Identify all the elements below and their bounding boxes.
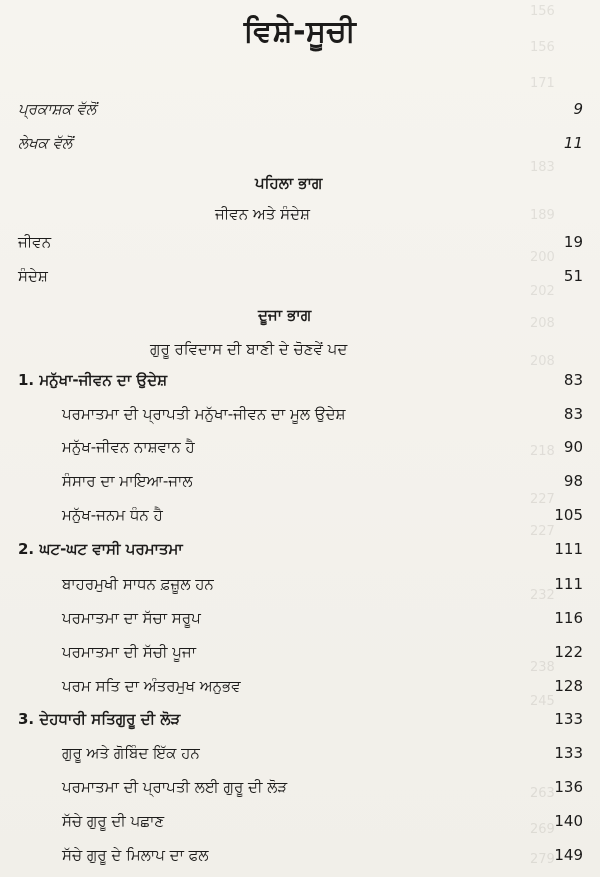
toc-entry-page: 128: [554, 677, 583, 695]
toc-section-page: 111: [554, 540, 583, 558]
toc-entry-label: ਜੀਵਨ: [18, 233, 52, 251]
toc-entry-life[interactable]: [18, 233, 583, 255]
toc-entry-label: ਗੁਰੂ ਅਤੇ ਗੋਬਿੰਦ ਇੱਕ ਹਨ: [62, 744, 200, 762]
toc-entry-page: 51: [563, 267, 583, 285]
toc-entry[interactable]: [62, 438, 583, 460]
toc-section-label: 3. ਦੇਹਧਾਰੀ ਸਤਿਗੁਰੂ ਦੀ ਲੋੜ: [18, 710, 181, 728]
toc-entry[interactable]: [62, 575, 583, 597]
toc-entry[interactable]: [62, 472, 583, 494]
toc-entry[interactable]: [62, 609, 583, 631]
toc-entry-label: ਬਾਹਰਮੁਖੀ ਸਾਧਨ ਫ਼ਜ਼ੂਲ ਹਨ: [62, 575, 214, 593]
toc-entry[interactable]: [62, 405, 583, 427]
toc-entry-label: ਲੇਖਕ ਵੱਲੋਂ: [18, 134, 73, 152]
toc-entry-page: 136: [554, 778, 583, 796]
part-one-subtitle: ਜੀਵਨ ਅਤੇ ਸੰਦੇਸ਼: [215, 205, 311, 223]
toc-section-label: 1. ਮਨੁੱਖਾ-ਜੀਵਨ ਦਾ ਉਦੇਸ਼: [18, 371, 168, 389]
toc-entry-label: ਪ੍ਰਕਾਸ਼ਕ ਵੱਲੋਂ: [18, 100, 97, 118]
toc-entry[interactable]: [62, 643, 583, 665]
toc-entry-label: ਪਰਮ ਸਤਿ ਦਾ ਅੰਤਰਮੁਖ ਅਨੁਭਵ: [62, 677, 241, 695]
book-page: 156 156 171 183 189 200 202 208 208 218 227 227 232 238 245 263 269 279 ਵਿਸ਼ੇ-ਸੂਚੀ ਪ੍ਰਕਾਸ਼ਕ ਵੱਲੋਂ 9 ਲੇਖਕ ਵੱਲੋਂ 11 ਪਹਿਲਾ ਭਾਗ ਜੀਵਨ ਅਤੇ ਸੰਦੇਸ਼ ਜੀਵਨ 19 ਸੰਦੇਸ਼ 51 ਦੂਜਾ ਭਾਗ ਗੁਰੂ ਰਵਿਦਾਸ ਦੀ ਬਾਣੀ ਦੇ ਚੋਣਵੇਂ ਪਦ 1. ਮਨੁੱਖਾ-ਜੀਵਨ ਦਾ ਉਦੇਸ਼ 83 ਪਰਮਾਤਮਾ ਦੀ ਪ੍ਰਾਪਤੀ ਮਨੁੱਖਾ-ਜੀਵਨ ਦਾ ਮੂਲ ਉਦੇਸ਼ 83 ਮਨੁੱਖ-ਜੀਵਨ ਨਾਸ਼ਵਾਨ ਹੈ 90 ਸੰਸਾਰ ਦਾ ਮਾਇਆ-ਜਾਲ 98 ਮਨੁੱਖ-ਜਨਮ ਧੰਨ ਹੈ 105 2. ਘਟ-ਘਟ ਵਾਸੀ ਪਰਮਾਤਮਾ 111 ਬਾਹਰਮੁਖੀ ਸਾਧਨ ਫ਼ਜ਼ੂਲ ਹਨ 111 ਪਰਮਾਤਮਾ ਦਾ ਸੱਚਾ ਸਰੂਪ 116 ਪਰਮਾਤਮਾ ਦੀ ਸੱਚੀ ਪੂਜਾ 122 ਪਰਮ ਸਤਿ ਦਾ ਅੰਤਰਮੁਖ ਅਨੁਭਵ 128 3. ਦੇਹਧਾਰੀ ਸਤਿਗੁਰੂ ਦੀ ਲੋੜ 133 ਗੁਰੂ ਅਤੇ ਗੋਬਿੰਦ ਇੱਕ ਹਨ 133 ਪਰਮਾਤਮਾ ਦੀ ਪ੍ਰਾਪਤੀ ਲਈ ਗੁਰੂ ਦੀ ਲੋੜ 136 ਸੱਚੇ ਗੁਰੂ ਦੀ ਪਛਾਣ 140 ਸੱਚੇ ਗੁਰੂ ਦੇ ਮਿਲਾਪ ਦਾ ਫਲ 149: [0, 0, 600, 877]
toc-entry-label: ਮਨੁੱਖ-ਜੀਵਨ ਨਾਸ਼ਵਾਨ ਹੈ: [62, 438, 195, 456]
toc-entry-label: ਸੰਦੇਸ਼: [18, 267, 48, 285]
toc-entry-page: 105: [554, 506, 583, 524]
toc-entry-label: ਪਰਮਾਤਮਾ ਦੀ ਸੱਚੀ ਪੂਜਾ: [62, 643, 197, 661]
toc-entry[interactable]: [62, 846, 583, 868]
toc-entry[interactable]: [62, 677, 583, 699]
toc-entry[interactable]: [62, 778, 583, 800]
toc-entry-label: ਪਰਮਾਤਮਾ ਦੀ ਪ੍ਰਾਪਤੀ ਲਈ ਗੁਰੂ ਦੀ ਲੋੜ: [62, 778, 288, 796]
toc-section-3[interactable]: [18, 710, 583, 732]
toc-entry-page: 98: [563, 472, 583, 490]
toc-entry-message[interactable]: [18, 267, 583, 289]
toc-entry-page: 9: [573, 100, 583, 118]
toc-section-1[interactable]: [18, 371, 583, 393]
toc-entry-page: 19: [563, 233, 583, 251]
toc-section-label: 2. ਘਟ-ਘਟ ਵਾਸੀ ਪਰਮਾਤਮਾ: [18, 540, 183, 558]
page-title: ਵਿਸ਼ੇ-ਸੂਚੀ: [243, 14, 357, 49]
toc-entry-page: 116: [554, 609, 583, 627]
toc-entry-label: ਸੰਸਾਰ ਦਾ ਮਾਇਆ-ਜਾਲ: [62, 472, 193, 490]
toc-entry[interactable]: [62, 744, 583, 766]
part-two-subtitle: ਗੁਰੂ ਰਵਿਦਾਸ ਦੀ ਬਾਣੀ ਦੇ ਚੋਣਵੇਂ ਪਦ: [150, 340, 348, 358]
toc-entry-label: ਸੱਚੇ ਗੁਰੂ ਦੇ ਮਿਲਾਪ ਦਾ ਫਲ: [62, 846, 209, 864]
toc-entry-page: 133: [554, 744, 583, 762]
toc-entry[interactable]: [62, 812, 583, 834]
toc-entry-publisher[interactable]: [18, 100, 583, 122]
toc-entry-author[interactable]: [18, 134, 583, 156]
toc-entry-page: 140: [554, 812, 583, 830]
toc-entry-page: 149: [554, 846, 583, 864]
toc-entry-page: 11: [563, 134, 583, 152]
toc-section-page: 133: [554, 710, 583, 728]
toc-entry-page: 83: [563, 405, 583, 423]
toc-entry-label: ਮਨੁੱਖ-ਜਨਮ ਧੰਨ ਹੈ: [62, 506, 163, 524]
part-one-heading: ਪਹਿਲਾ ਭਾਗ: [255, 174, 323, 192]
toc-entry-page: 111: [554, 575, 583, 593]
toc-entry-label: ਪਰਮਾਤਮਾ ਦੀ ਪ੍ਰਾਪਤੀ ਮਨੁੱਖਾ-ਜੀਵਨ ਦਾ ਮੂਲ ਉਦੇਸ਼: [62, 405, 346, 423]
toc-section-2[interactable]: [18, 540, 583, 562]
toc-section-page: 83: [563, 371, 583, 389]
toc-entry-label: ਸੱਚੇ ਗੁਰੂ ਦੀ ਪਛਾਣ: [62, 812, 165, 830]
toc-entry-page: 90: [563, 438, 583, 456]
toc-entry-page: 122: [554, 643, 583, 661]
part-two-heading: ਦੂਜਾ ਭਾਗ: [258, 306, 312, 324]
toc-entry[interactable]: [62, 506, 583, 528]
toc-entry-label: ਪਰਮਾਤਮਾ ਦਾ ਸੱਚਾ ਸਰੂਪ: [62, 609, 201, 627]
